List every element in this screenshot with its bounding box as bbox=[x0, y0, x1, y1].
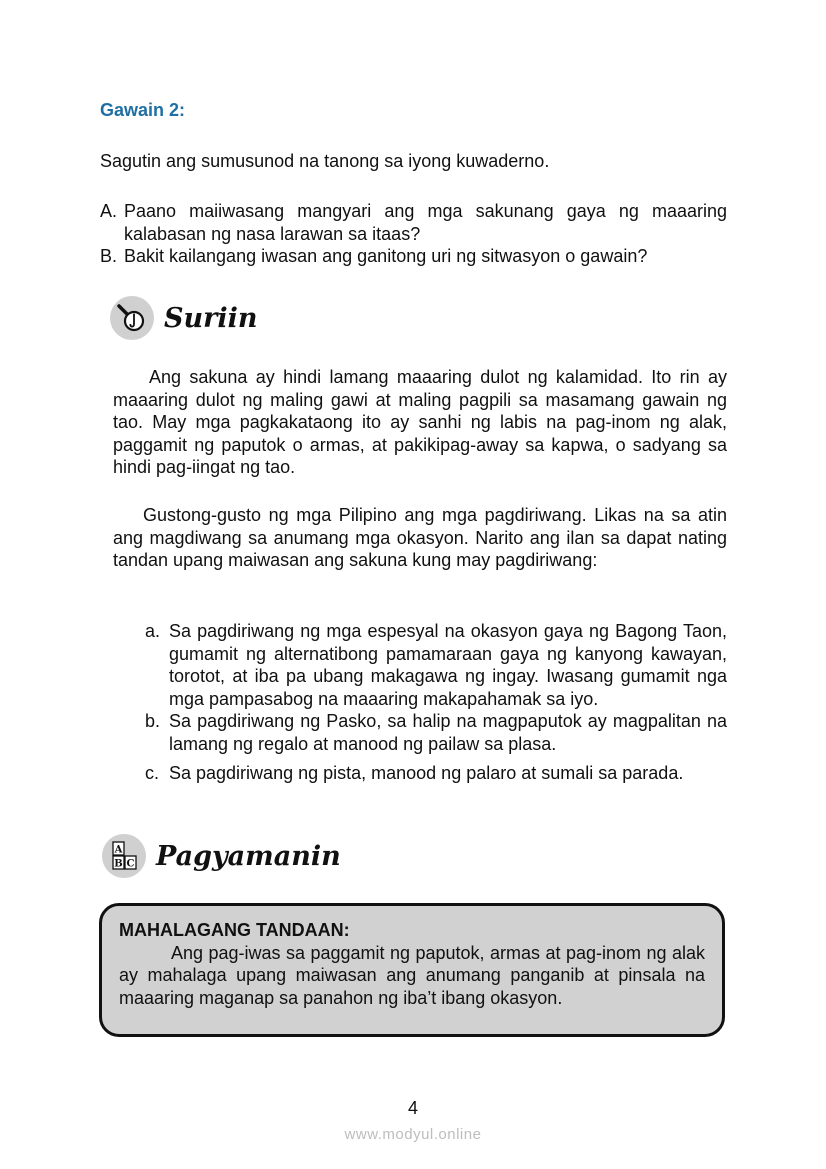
section-title: Suriin bbox=[164, 302, 258, 334]
suriin-section-heading bbox=[110, 296, 258, 340]
paragraph bbox=[113, 366, 727, 479]
pagyamanin-section-heading bbox=[102, 834, 341, 878]
list-label: c. bbox=[145, 762, 160, 783]
paragraph bbox=[113, 504, 727, 572]
question-item bbox=[100, 200, 727, 245]
list-text: Sa pagdiriwang ng pista, manood ng palaro at sumali sa parada. bbox=[169, 762, 684, 783]
abc-blocks-icon bbox=[102, 834, 146, 878]
list-text: Sa pagdiriwang ng Pasko, sa halip na magpaputok ay magpalitan na lamang ng regalo at manood ng pailaw sa plasa. bbox=[169, 711, 727, 754]
note-body bbox=[119, 942, 705, 1010]
paragraph-text: Gustong-gusto ng mga Pilipino ang mga pagdiriwang. Likas na sa atin ang magdiwang sa anumang mga okasyon. Narito ang ilan sa dapat nating tandan upang maiwasan ang sakuna kung may pagdiriwang: bbox=[113, 505, 727, 571]
list-label: b. bbox=[145, 711, 161, 732]
note-title: MAHALAGANG TANDAAN: bbox=[119, 920, 350, 940]
activity-heading: Gawain 2: bbox=[100, 100, 186, 120]
list-text: Sa pagdiriwang ng mga espesyal na okasyon gaya ng Bagong Taon, gumamit ng alternatibong pamamaraan gaya ng kanyong kawayan, torotot, at iba pa ubang makagawa ng ingay. Iwasang gumamit nga mga pampasabog na maaaring makapahamak sa iyo. bbox=[169, 621, 727, 709]
question-label: A. bbox=[100, 201, 118, 221]
activity-instruction: Sagutin ang sumusunod na tanong sa iyong kuwaderno. bbox=[100, 151, 550, 171]
watermark: www.modyul.online bbox=[344, 1126, 482, 1143]
note-text: Ang pag-iwas sa paggamit ng paputok, armas at pag-inom ng alak ay mahalaga upang maiwasan ang anumang panganib at pinsala na maaaring maganap sa panahon ng iba’t ibang okasyon. bbox=[119, 942, 705, 1008]
tips-list bbox=[145, 620, 727, 784]
question-list bbox=[100, 200, 727, 268]
question-text: Paano maiiwasang mangyari ang mga sakunang gaya ng maaaring kalabasan ng nasa larawan sa itaas? bbox=[124, 201, 727, 244]
paragraph-text: Ang sakuna ay hindi lamang maaaring dulot ng kalamidad. Ito rin ay maaaring dulot ng maling gawi at maling pagpili sa masamang gawain ng tao. May mga pagkakataong ito ay sanhi ng labis na pag-inom ng alak, paggamit ng paputok o armas, at pakikipag-away sa kapwa, o sadyang sa hindi pag-iingat ng tao. bbox=[113, 367, 727, 478]
list-label: a. bbox=[145, 621, 161, 641]
list-item bbox=[145, 710, 727, 755]
question-text: Bakit kailangang iwasan ang ganitong uri ng sitwasyon o gawain? bbox=[124, 246, 648, 266]
magnifier-icon bbox=[110, 296, 154, 340]
svg-text:A: A bbox=[114, 844, 123, 856]
list-item bbox=[145, 620, 727, 710]
question-label: B. bbox=[100, 246, 118, 266]
svg-text:B: B bbox=[114, 858, 123, 870]
section-title: Pagyamanin bbox=[156, 840, 341, 872]
page-number: 4 bbox=[407, 1098, 418, 1118]
important-note-box bbox=[99, 903, 725, 1037]
list-item bbox=[145, 762, 727, 785]
svg-text:C: C bbox=[126, 858, 135, 870]
question-item bbox=[100, 245, 727, 268]
